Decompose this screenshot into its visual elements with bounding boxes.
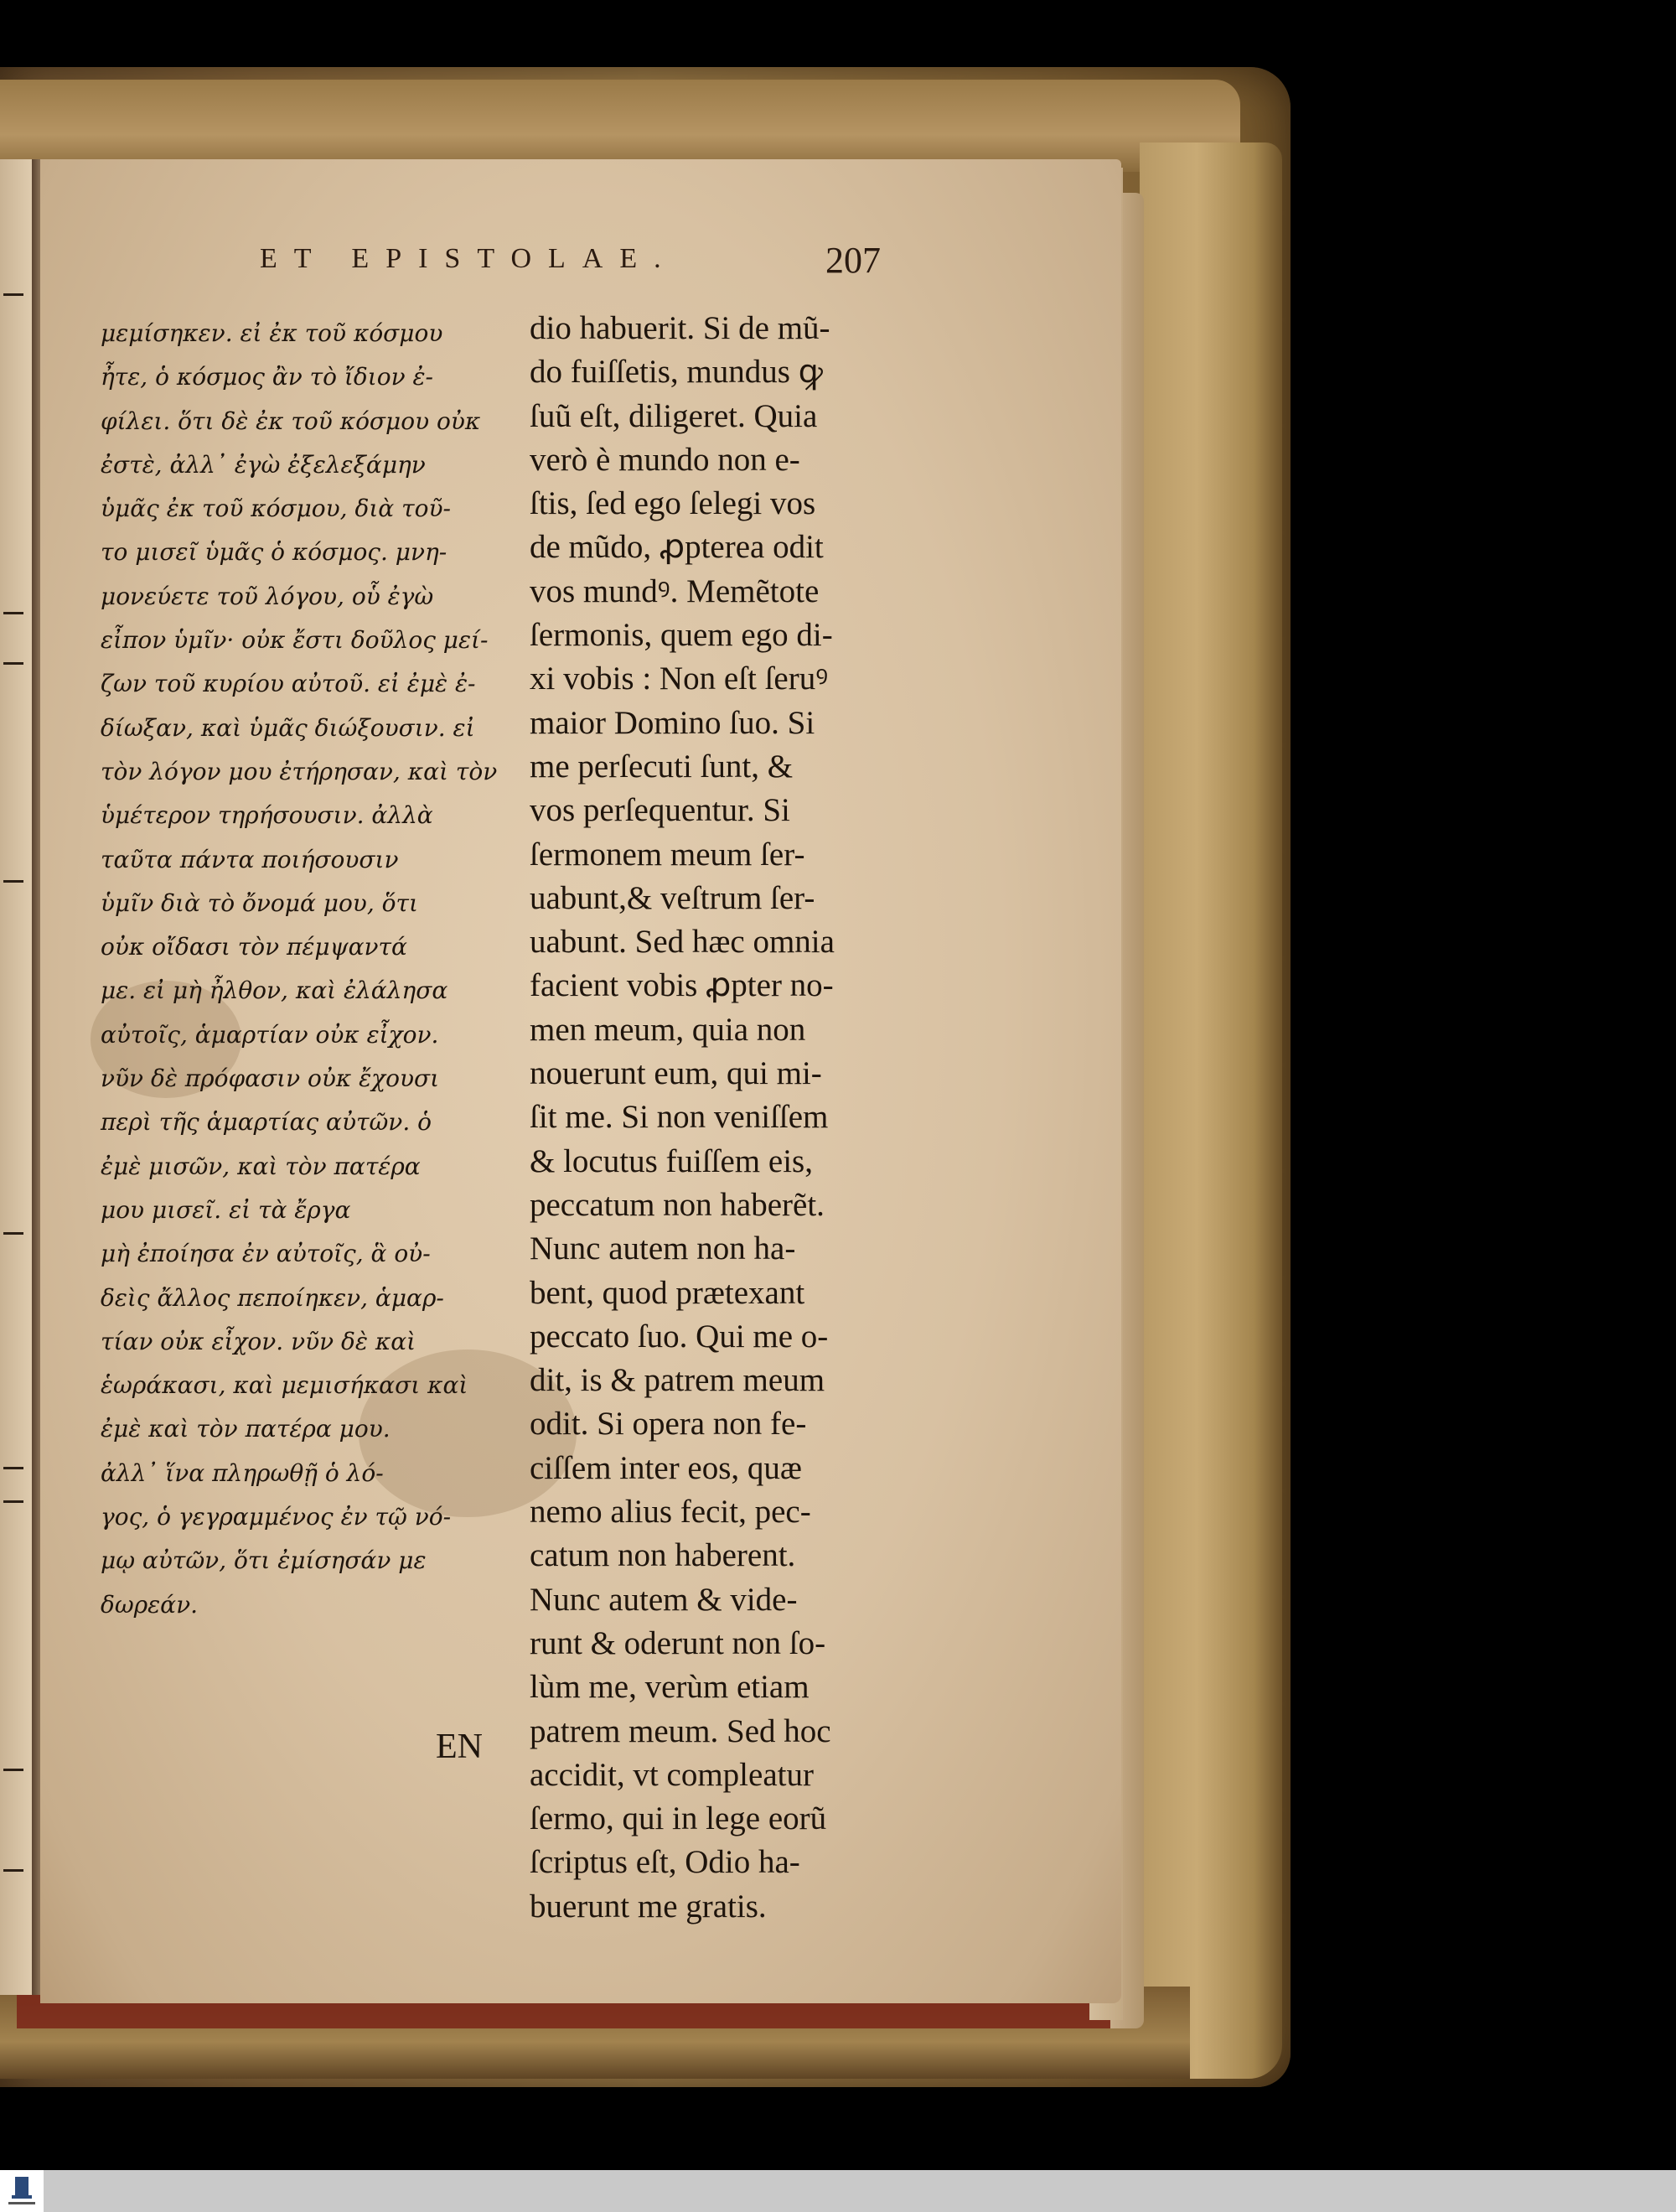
latin-text-line: lùm me, verùm etiam (530, 1669, 810, 1706)
greek-text-line: μὴ ἐποίησα ἐν αὐτοῖς, ἃ οὐ- (101, 1240, 431, 1268)
latin-text-line: uabunt,& veſtrum ſer- (530, 879, 815, 916)
greek-text-line: φίλει. ὅτι δὲ ἐκ τοῦ κόσμου οὐκ (101, 407, 481, 435)
latin-text-line: nemo alius fecit, pec- (530, 1494, 811, 1531)
latin-text-line: ſermo, qui in lege eorũ (530, 1800, 827, 1837)
latin-text-line: vos mundꝰ. Memẽtote (530, 572, 820, 609)
greek-text-line: ἐστὲ, ἀλλ᾽ ἐγὼ ἐξελεξάμην (101, 450, 426, 479)
greek-text-line: ταῦτα πάντα ποιήσουσιν (101, 845, 399, 873)
greek-text-line: ὑμῖν διὰ τὸ ὄνομά μου, ὅτι (101, 888, 418, 917)
greek-text-line: εἶπον ὑμῖν· οὐκ ἔστι δοῦλος μεί- (101, 626, 489, 655)
latin-text-line: ſermonis, quem ego di- (530, 617, 833, 654)
catchword: EN (436, 1728, 483, 1766)
greek-text-line: μου μισεῖ. εἰ τὰ ἔργα (101, 1195, 351, 1224)
latin-text-line: do fuiſſetis, mundus ꝙ (530, 354, 823, 391)
greek-text-column (101, 312, 511, 1627)
greek-text-line: μονεύετε τοῦ λόγου, οὗ ἐγὼ (101, 582, 434, 610)
greek-text-line: μῳ αὐτῶν, ὅτι ἐμίσησάν με (101, 1546, 427, 1575)
latin-text-line: ſcriptus eſt, Odio ha- (530, 1844, 800, 1881)
latin-text-line: catum non haberent. (530, 1537, 796, 1574)
greek-text-line: ἀλλ᾽ ἵνα πληρωθῇ ὁ λό- (101, 1458, 384, 1487)
latin-text-line: ſtis, ſed ego ſelegi vos (530, 485, 816, 522)
latin-text-line: Nunc autem non ha- (530, 1230, 796, 1267)
latin-text-line: & locutus fuiſſem eis, (530, 1142, 813, 1179)
latin-text-line: patrem meum. Sed hoc (530, 1712, 831, 1749)
latin-text-line: ſit me. Si non veniſſem (530, 1099, 829, 1136)
latin-text-line: uabunt. Sed hæc omnia (530, 924, 835, 961)
greek-text-line: αὐτοῖς, ἁμαρτίαν οὐκ εἶχον. (101, 1020, 439, 1049)
latin-text-line: men meum, quia non (530, 1011, 806, 1048)
latin-text-column (530, 307, 898, 1929)
greek-text-line: ζων τοῦ κυρίου αὐτοῦ. εἰ ἐμὲ ἐ- (101, 670, 476, 698)
running-head: ET EPISTOLAE. (260, 243, 678, 274)
greek-text-line: τὸν λόγον μου ἐτήρησαν, καὶ τὸν (101, 757, 498, 785)
latin-text-line: buerunt me gratis. (530, 1888, 767, 1924)
latin-text-line: de mũdo, ꝓpterea odit (530, 529, 824, 566)
latin-text-line: ſuũ eſt, diligeret. Quia (530, 397, 818, 434)
greek-text-line: τίαν οὐκ εἶχον. νῦν δὲ καὶ (101, 1327, 416, 1355)
greek-text-line: με. εἰ μὴ ἦλθον, καὶ ἐλάλησα (101, 976, 448, 1005)
greek-text-line: γος, ὁ γεγραμμένος ἐν τῷ νό- (101, 1503, 452, 1531)
verso-page-sliver (0, 159, 34, 1995)
greek-text-line: νῦν δὲ πρόφασιν οὐκ ἔχουσι (101, 1065, 440, 1093)
latin-text-line: vos perſequentur. Si (530, 792, 790, 829)
latin-text-line: xi vobis : Non eſt ſeruꝰ (530, 660, 829, 697)
greek-text-line: ἐμὲ μισῶν, καὶ τὸν πατέρα (101, 1152, 421, 1180)
greek-text-line: ὑμέτερον τηρήσουσιν. ἀλλὰ (101, 801, 433, 830)
cover-fore-edge (1140, 142, 1282, 2079)
latin-text-line: ciſſem inter eos, quæ (530, 1449, 802, 1486)
latin-text-line: dio habuerit. Si de mũ- (530, 310, 830, 346)
greek-text-line: οὐκ οἴδασι τὸν πέμψαντά (101, 933, 407, 961)
latin-text-line: nouerunt eum, qui mi- (530, 1055, 822, 1092)
latin-text-line: odit. Si opera non fe- (530, 1406, 807, 1443)
greek-text-line: δωρεάν. (101, 1590, 199, 1619)
viewer-footer-bar (0, 2170, 1676, 2212)
latin-text-line: me perſecuti ſunt, & (530, 748, 794, 785)
latin-text-line: bent, quod prætexant (530, 1274, 805, 1311)
greek-text-line: δίωξαν, καὶ ὑμᾶς διώξουσιν. εἰ (101, 713, 475, 742)
greek-text-line: δεὶς ἄλλος πεποίηκεν, ἁμαρ- (101, 1283, 444, 1312)
latin-text-line: verò è mundo non e- (530, 441, 800, 478)
latin-text-line: Nunc autem & vide- (530, 1581, 798, 1618)
greek-text-line: μεμίσηκεν. εἰ ἐκ τοῦ κόσμου (101, 319, 443, 347)
latin-text-line: peccatum non haberẽt. (530, 1186, 825, 1223)
library-logo-icon (0, 2170, 44, 2212)
greek-text-line: ἦτε, ὁ κόσμος ἂν τὸ ἴδιον ἐ- (101, 363, 433, 391)
latin-text-line: dit, is & patrem meum (530, 1362, 825, 1399)
latin-text-line: runt & oderunt non ſo- (530, 1624, 826, 1661)
greek-text-line: το μισεῖ ὑμᾶς ὁ κόσμος. μνη- (101, 538, 447, 567)
greek-text-line: ἐμὲ καὶ τὸν πατέρα μου. (101, 1415, 391, 1443)
cover-top-edge (0, 80, 1240, 172)
greek-text-line: ἑωράκασι, καὶ μεμισήκασι καὶ (101, 1371, 468, 1400)
greek-text-line: περὶ τῆς ἁμαρτίας αὐτῶν. ὁ (101, 1108, 432, 1137)
latin-text-line: peccato ſuo. Qui me o- (530, 1318, 829, 1355)
greek-text-line: ὑμᾶς ἐκ τοῦ κόσμου, διὰ τοῦ- (101, 495, 451, 523)
latin-text-line: facient vobis ꝓpter no- (530, 967, 834, 1004)
latin-text-line: ſermonem meum ſer- (530, 836, 805, 873)
latin-text-line: maior Domino ſuo. Si (530, 704, 815, 741)
page-number: 207 (825, 240, 881, 281)
latin-text-line: accidit, vt compleatur (530, 1756, 814, 1793)
